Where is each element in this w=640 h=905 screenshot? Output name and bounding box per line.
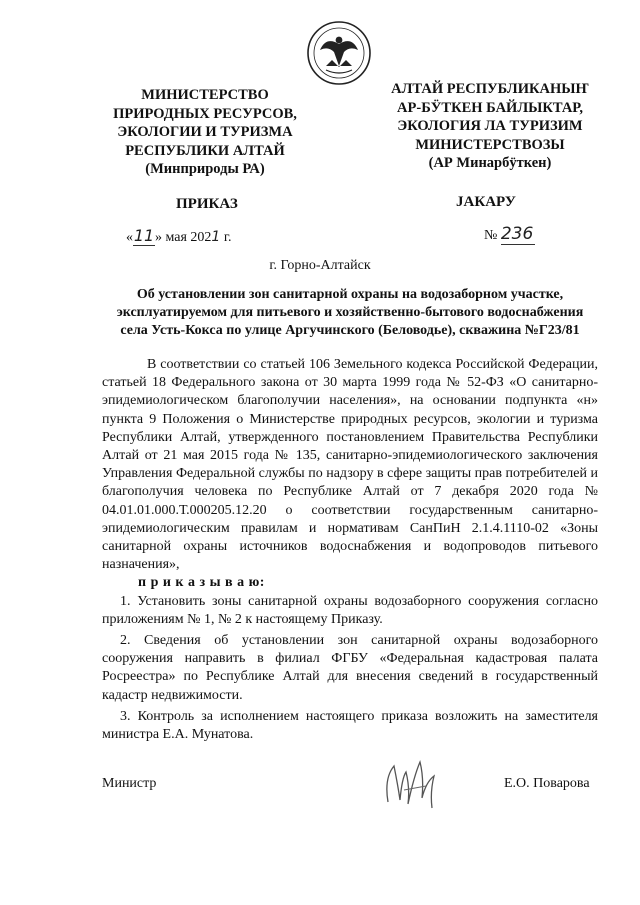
date-month-year: » мая 202 [155, 230, 212, 245]
subject-line: села Усть-Кокса по улице Аргучинского (Беловодье), скважина №Г23/81 [120, 323, 580, 338]
doc-title-russian: ПРИКАЗ [176, 196, 238, 212]
header-right-line: АЛТАЙ РЕСПУБЛИКАНЫҤ [391, 81, 589, 97]
date-open-quote: « [126, 230, 133, 245]
order-item-3: 3. Контроль за исполнением настоящего приказа возложить на заместителя министра Е.А. Мунатова. [102, 708, 598, 743]
doc-title-altai: JАКАРУ [456, 194, 516, 210]
number-handwritten: 236 [500, 224, 534, 244]
date-day-handwritten: 11 [133, 226, 155, 245]
city: г. Горно-Алтайск [269, 258, 371, 273]
order-item-1: 1. Установить зоны санитарной охраны водозаборного сооружения согласно приложениям № 1, № 2 к настоящему Приказу. [102, 593, 598, 627]
header-right-line: МИНИСТЕРСТВОЗЫ [415, 136, 565, 153]
header-left-line: (Минприроды РА) [145, 161, 265, 177]
header-right-line: АР-БӰТКЕН БАЙЛЫКТАР, [397, 99, 583, 116]
signatory-position: Министр [102, 776, 157, 791]
doc-number [484, 224, 535, 245]
number-prefix: № [484, 228, 498, 243]
header-left-line: МИНИСТЕРСТВО [141, 87, 269, 103]
subject-line: Об установлении зон санитарной охраны на водозаборном участке, [136, 287, 564, 302]
header-right-line: (АР Минарбӱткен) [428, 155, 552, 171]
signatory-name: Е.О. Поварова [504, 776, 590, 791]
header-right-line: ЭКОЛОГИЯ ЛА ТУРИЗИМ [397, 118, 583, 134]
coat-of-arms-emblem [306, 20, 372, 86]
subject-line: эксплуатируемом для питьевого и хозяйственно-бытового водоснабжения [116, 305, 584, 320]
doc-body [102, 356, 598, 744]
header-left-line: ЭКОЛОГИИ И ТУРИЗМА [117, 124, 293, 140]
doc-subject [102, 286, 598, 340]
doc-date [126, 226, 232, 246]
ministry-name-russian [95, 86, 315, 179]
date-suffix: г. [220, 230, 232, 245]
header-left-line: ПРИРОДНЫХ РЕСУРСОВ, [113, 105, 297, 122]
ministry-name-altai [370, 80, 610, 173]
order-word: п р и к а з ы в а ю: [138, 575, 265, 591]
header-left-line: РЕСПУБЛИКИ АЛТАЙ [125, 142, 285, 159]
order-item-2: 2. Сведения об установлении зон санитарной охраны водозаборного сооружения направить в филиал ФГБУ «Федеральная кадастровая палата Росреестра» по Республике Алтай для внесения сведений в государственный кадастр недвижимости. [102, 633, 598, 703]
preamble-paragraph: В соответствии со статьей 106 Земельного кодекса Российской Федерации, статьей 18 Федерального закона от 30 марта 1999 года № 52-ФЗ «О санитарно-эпидемиологическом благополучии населения», на основании подпункта «н» пункта 9 Положения о Министерстве природных ресурсов, экологии и туризма Республики Алтай, утвержденного постановлением Правительства Республики Алтай от 21 мая 2015 года № 135, санитарно-эпидемиологического заключения Управления Федеральной службы по надзору в сфере защиты прав потребителей и благополучия человека по Республике Алтай от 7 декабря 2020 года № 04.01.01.000.Т.000205.12.20 о соответствии государственным санитарно-эпидемиологическим правилам и нормативам СанПиН 2.1.4.1110-02 «Зоны санитарной охраны источников водоснабжения и водопроводов питьевого назначения», [102, 357, 598, 573]
signature-scribble [376, 742, 456, 822]
date-year-digit: 1 [211, 229, 221, 245]
